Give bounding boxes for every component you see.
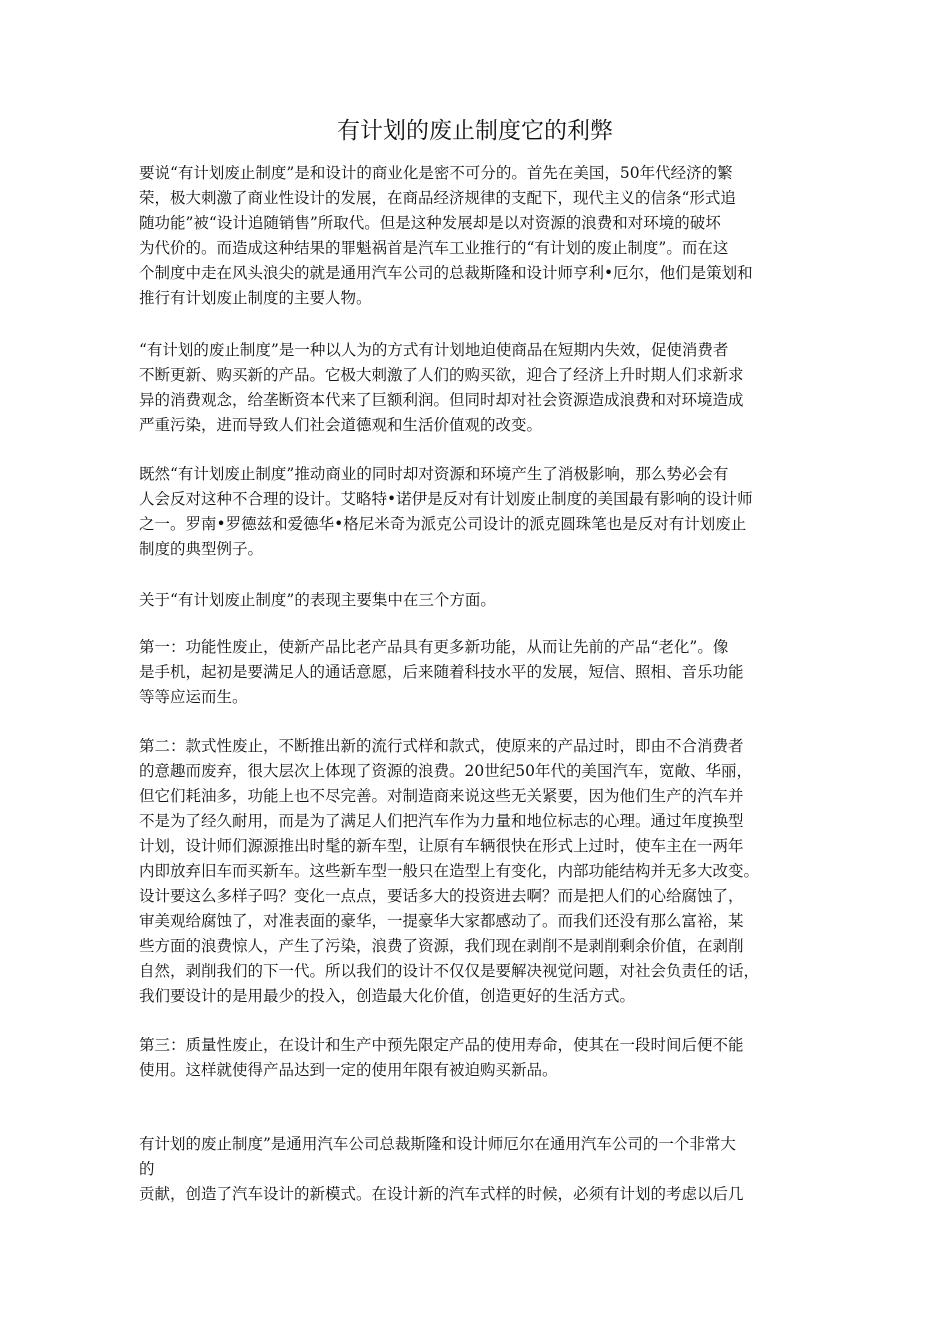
paragraph-line: 是手机，起初是要满足人的通话意愿，后来随着科技水平的发展，短信、照相、音乐功能 (139, 663, 744, 681)
paragraph-line: 制度的典型例子。 (139, 540, 264, 558)
paragraph-line: 审美观给腐蚀了，对准表面的豪华，一提豪华大家都感动了。而我们还没有那么富裕，某 (139, 912, 744, 930)
paragraph-line: 不是为了经久耐用，而是为了满足人们把汽车作为力量和地位标志的心理。通过年度换型 (139, 812, 744, 830)
paragraph-line: 些方面的浪费惊人，产生了污染，浪费了资源，我们现在剥削不是剥削剩余价值，在剥削 (139, 937, 744, 955)
paragraph-line: 我们要设计的是用最少的投入，创造最大化价值，创造更好的生活方式。 (139, 987, 636, 1005)
paragraph-line: 设计要这么多样子吗？变化一点点，要话多大的投资进去啊？而是把人们的心给腐蚀了， (139, 887, 744, 905)
paragraph-line: 第三：质量性废止，在设计和生产中预先限定产品的使用寿命，使其在一段时间后便不能 (139, 1036, 744, 1054)
paragraph-line: 人会反对这种不合理的设计。艾略特•诺伊是反对有计划废止制度的美国最有影响的设计师 (139, 490, 753, 508)
paragraph-line: 使用。这样就使得产品达到一定的使用年限有被迫购买新品。 (139, 1061, 558, 1079)
paragraph-line: 推行有计划废止制度的主要人物。 (139, 289, 372, 307)
paragraph-line: 关于“有计划废止制度”的表现主要集中在三个方面。 (139, 591, 496, 609)
paragraph-line: 第二：款式性废止，不断推出新的流行式样和款式，使原来的产品过时，即由不合消费者 (139, 737, 744, 755)
paragraph-line: 贡献，创造了汽车设计的新模式。在设计新的汽车式样的时候，必须有计划的考虑以后几 (139, 1185, 744, 1203)
paragraph-line: 的 (139, 1160, 155, 1178)
paragraph-line: 第一：功能性废止，使新产品比老产品具有更多新功能，从而让先前的产品“老化”。像 (139, 638, 729, 656)
paragraph-line: 个制度中走在风头浪尖的就是通用汽车公司的总裁斯隆和设计师亨利•厄尔，他们是策划和 (139, 264, 753, 282)
paragraph-line: 严重污染，进而导致人们社会道德观和生活价值观的改变。 (139, 416, 543, 434)
paragraph-line: 随功能”被“设计追随销售”所取代。但是这种发展却是以对资源的浪费和对环境的破坏 (139, 214, 721, 232)
paragraph-line: 之一。罗南•罗德兹和爱德华•格尼米奇为派克公司设计的派克圆珠笔也是反对有计划废止 (139, 515, 747, 533)
paragraph-line: 荣，极大刺激了商业性设计的发展，在商品经济规律的支配下，现代主义的信条“形式追 (139, 189, 736, 207)
paragraph-line: 要说“有计划废止制度”是和设计的商业化是密不可分的。首先在美国，50年代经济的繁 (139, 164, 733, 182)
paragraph-line: 计划，设计师们源源推出时髦的新车型，让原有车辆很快在形式上过时，使车主在一两年 (139, 837, 744, 855)
paragraph-line: 等等应运而生。 (139, 688, 248, 706)
paragraph-line: 自然，剥削我们的下一代。所以我们的设计不仅仅是要解决视觉问题，对社会负责任的话， (139, 962, 760, 980)
paragraph-line: 但它们耗油多，功能上也不尽完善。对制造商来说这些无关紧要，因为他们生产的汽车并 (139, 787, 744, 805)
paragraph-line: 既然“有计划废止制度”推动商业的同时却对资源和环境产生了消极影响，那么势必会有 (139, 465, 729, 483)
paragraph-line: 异的消费观念，给垄断资本代来了巨额利润。但同时却对社会资源造成浪费和对环境造成 (139, 391, 744, 409)
paragraph-line: 有计划的废止制度”是通用汽车公司总裁斯隆和设计师厄尔在通用汽车公司的一个非常大 (139, 1135, 736, 1153)
paragraph-line: 为代价的。而造成这种结果的罪魁祸首是汽车工业推行的“有计划的废止制度”。而在这 (139, 239, 729, 257)
paragraph-line: “有计划的废止制度”是一种以人为的方式有计划地迫使商品在短期内失效，促使消费者 (139, 341, 729, 359)
paragraph-line: 内即放弃旧车而买新车。这些新车型一般只在造型上有变化，内部功能结构并无多大改变。 (139, 862, 760, 880)
document-title: 有计划的废止制度它的利弊 (337, 118, 613, 144)
paragraph-line: 不断更新、购买新的产品。它极大刺激了人们的购买欲，迎合了经济上升时期人们求新求 (139, 366, 744, 384)
paragraph-line: 的意趣而废弃，很大层次上体现了资源的浪费。20世纪50年代的美国汽车，宽敞、华丽， (139, 762, 752, 780)
